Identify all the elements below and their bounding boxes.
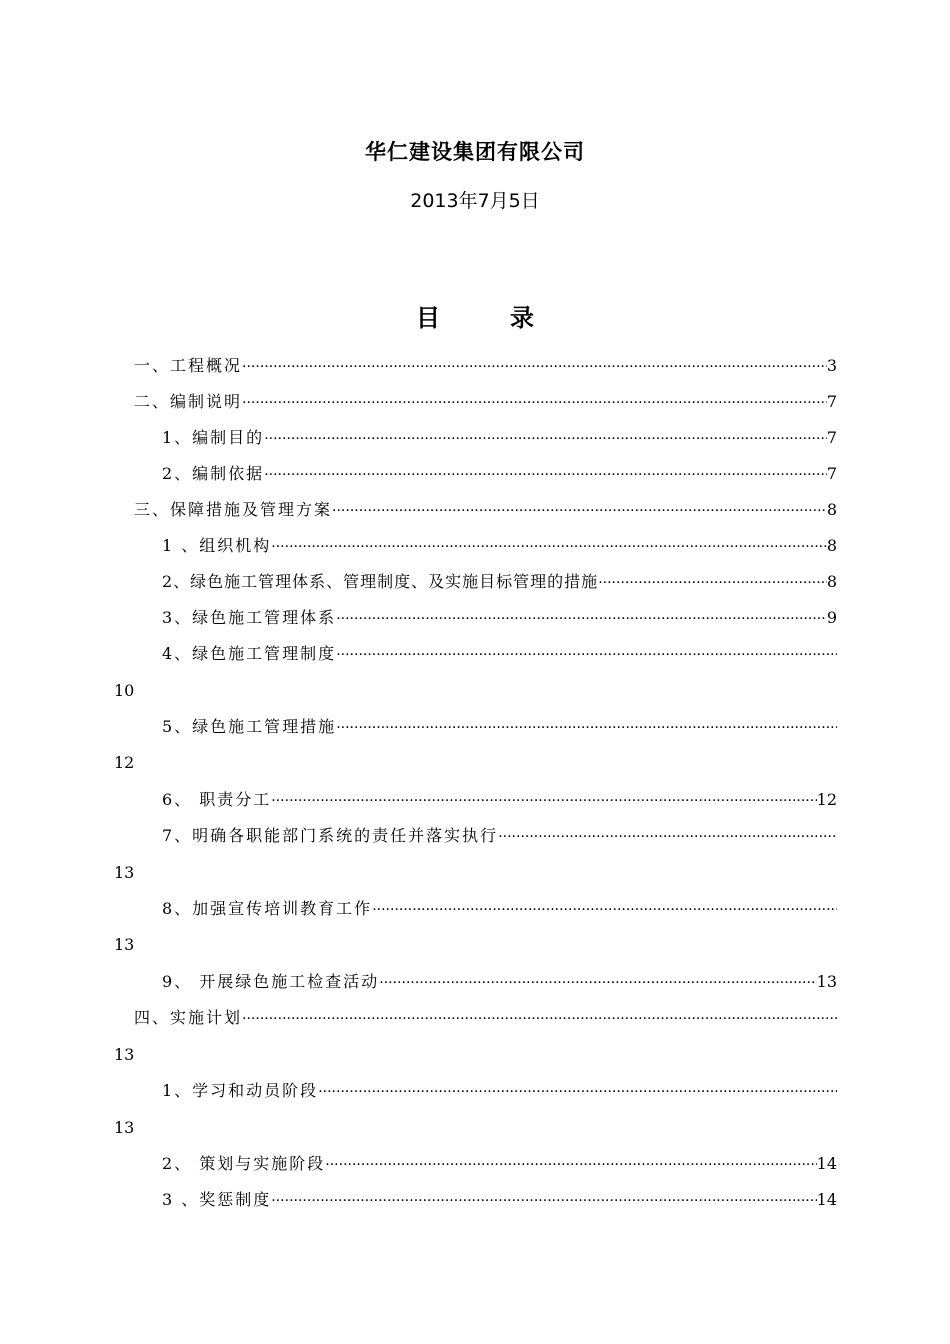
toc-entry-page: 7 bbox=[826, 428, 837, 447]
company-name: 华仁建设集团有限公司 bbox=[365, 140, 585, 164]
toc-entry-text: 四、实施计划 bbox=[134, 1008, 243, 1027]
toc-entry[interactable] bbox=[162, 1079, 837, 1103]
toc-entry[interactable] bbox=[162, 606, 837, 630]
toc-entry-page: 14 bbox=[816, 1190, 837, 1209]
toc-entry-text: 4、绿色施工管理制度 bbox=[162, 644, 337, 663]
toc-entry-page: 10 bbox=[114, 681, 135, 700]
toc-entry-text: 3 、奖惩制度 bbox=[162, 1190, 272, 1209]
toc-entry[interactable] bbox=[162, 897, 837, 921]
document-date: 2013年7月5日 bbox=[410, 190, 540, 212]
toc-entry-text: 8、加强宣传培训教育工作 bbox=[162, 899, 373, 918]
toc-entry-page: 13 bbox=[114, 935, 135, 954]
toc-entry-text: 2、编制依据 bbox=[162, 464, 265, 483]
toc-leader-dots bbox=[372, 898, 837, 922]
toc-entry-text: 三、保障措施及管理方案 bbox=[134, 500, 333, 519]
toc-title-right: 录 bbox=[510, 304, 534, 332]
toc-entry[interactable] bbox=[162, 1152, 837, 1176]
toc-entry-page: 8 bbox=[826, 536, 837, 555]
toc-entry[interactable] bbox=[162, 426, 837, 450]
toc-entry[interactable] bbox=[162, 642, 837, 666]
toc-entry-page: 7 bbox=[826, 392, 837, 411]
toc-entry[interactable] bbox=[134, 390, 837, 414]
toc-entry-page: 9 bbox=[826, 608, 837, 627]
toc-leader-dots bbox=[271, 535, 827, 559]
toc-entry-text: 3、绿色施工管理体系 bbox=[162, 608, 337, 627]
toc-entry[interactable] bbox=[162, 534, 837, 558]
toc-entry-page: 13 bbox=[114, 1118, 135, 1137]
toc-leader-dots bbox=[242, 355, 827, 379]
toc-title-left: 目 bbox=[416, 304, 440, 332]
toc-entry[interactable] bbox=[162, 788, 837, 812]
toc-entry-text: 二、编制说明 bbox=[134, 392, 243, 411]
toc-entry-page: 8 bbox=[826, 500, 837, 519]
toc-entry[interactable] bbox=[162, 970, 837, 994]
toc-leader-dots bbox=[271, 1189, 816, 1213]
toc-leader-dots bbox=[598, 571, 827, 595]
toc-entry-text: 1、学习和动员阶段 bbox=[162, 1081, 319, 1100]
toc-entry-text: 9、 开展绿色施工检查活动 bbox=[162, 972, 380, 991]
toc-entry-page: 13 bbox=[114, 1045, 135, 1064]
toc-leader-dots bbox=[336, 643, 837, 667]
toc-entry-page: 13 bbox=[816, 972, 837, 991]
toc-leader-dots bbox=[318, 1080, 837, 1104]
toc-entry-page: 7 bbox=[826, 464, 837, 483]
toc-entry-text: 6、 职责分工 bbox=[162, 790, 272, 809]
toc-leader-dots bbox=[379, 971, 816, 995]
toc-entry-page: 12 bbox=[114, 753, 135, 772]
toc-leader-dots bbox=[242, 391, 827, 415]
toc-entry-page: 8 bbox=[826, 572, 837, 591]
toc-leader-dots bbox=[264, 463, 827, 487]
toc-entry-page: 3 bbox=[826, 356, 837, 375]
toc-entry-page: 14 bbox=[816, 1154, 837, 1173]
toc-leader-dots bbox=[336, 607, 827, 631]
toc-entry[interactable] bbox=[134, 1006, 837, 1030]
toc-entry-text: 一、工程概况 bbox=[134, 356, 243, 375]
toc-leader-dots bbox=[271, 789, 816, 813]
toc-entry-text: 1 、组织机构 bbox=[162, 536, 272, 555]
toc-entry[interactable] bbox=[162, 462, 837, 486]
toc-leader-dots bbox=[242, 1007, 837, 1031]
toc-entry[interactable] bbox=[162, 570, 837, 594]
toc-leader-dots bbox=[336, 716, 837, 740]
toc-leader-dots bbox=[325, 1153, 816, 1177]
toc-leader-dots bbox=[264, 427, 827, 451]
toc-entry[interactable] bbox=[162, 715, 837, 739]
toc-entry-text: 7、明确各职能部门系统的责任并落实执行 bbox=[162, 826, 499, 845]
toc-entry-text: 2、绿色施工管理体系、管理制度、及实施目标管理的措施 bbox=[162, 572, 599, 591]
toc-title bbox=[0, 298, 950, 333]
toc-entry[interactable] bbox=[162, 1188, 837, 1212]
toc-entry[interactable] bbox=[162, 824, 837, 848]
toc-entry-text: 5、绿色施工管理措施 bbox=[162, 717, 337, 736]
toc-entry[interactable] bbox=[134, 354, 837, 378]
toc-entry-text: 1、编制目的 bbox=[162, 428, 265, 447]
toc-entry-page: 13 bbox=[114, 863, 135, 882]
toc-entry-text: 2、 策划与实施阶段 bbox=[162, 1154, 326, 1173]
toc-entry-page: 12 bbox=[816, 790, 837, 809]
toc-leader-dots bbox=[498, 825, 837, 849]
toc-leader-dots bbox=[332, 499, 827, 523]
toc-entry[interactable] bbox=[134, 498, 837, 522]
